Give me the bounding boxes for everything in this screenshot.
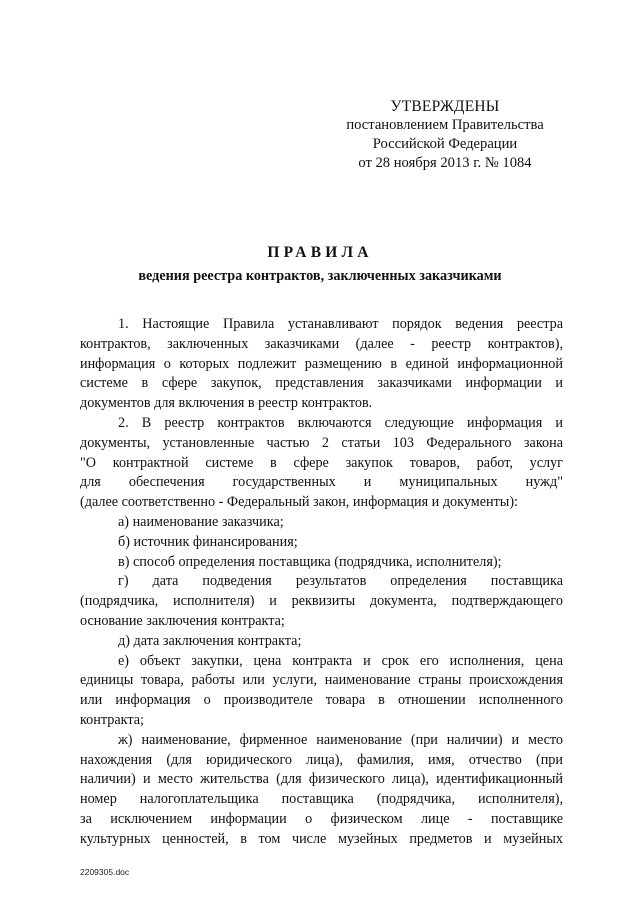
approval-block (330, 97, 560, 173)
document-title: ПРАВИЛА (267, 244, 373, 261)
document-subtitle: ведения реестра контрактов, заключенных заказчиками (138, 268, 502, 284)
body-line: "О контрактной системе в сфере закупок товаров, работ, услуг (80, 454, 563, 471)
body-line: (далее соответственно - Федеральный закон, информация и документы): (80, 494, 518, 511)
body-line: за исключением информации о физическом лице - поставщике (80, 810, 563, 827)
body-line: номер налогоплательщика поставщика (подрядчика, исполнителя), (80, 791, 563, 808)
body-line: контрактов, заключенных заказчиками (далее - реестр контрактов), (80, 335, 563, 352)
body-line: документы, установленные частью 2 статьи 103 Федерального закона (80, 434, 563, 451)
body-line: основание заключения контракта; (80, 612, 285, 629)
body-line: нахождения (для юридического лица), фамилия, имя, отчество (при (80, 751, 563, 768)
body-line: для обеспечения государственных и муниципальных нужд" (80, 474, 563, 491)
approval-line-3: от 28 ноября 2013 г. № 1084 (358, 155, 532, 171)
approval-line-1: постановлением Правительства (346, 117, 544, 133)
list-item: д) дата заключения контракта; (118, 632, 302, 649)
list-item: б) источник финансирования; (118, 533, 298, 550)
body-line: информация о которых подлежит размещению в единой информационной (80, 355, 563, 372)
body-line: (подрядчика, исполнителя) и реквизиты документа, подтверждающего (80, 593, 563, 610)
body-line: 1. Настоящие Правила устанавливают порядок ведения реестра (118, 316, 563, 332)
list-item: а) наименование заказчика; (118, 513, 284, 530)
list-item: ж) наименование, фирменное наименование (при наличии) и место (118, 731, 563, 748)
body-line: документов для включения в реестр контрактов. (80, 395, 373, 412)
approval-title: УТВЕРЖДЕНЫ (390, 98, 500, 115)
approval-line-2: Российской Федерации (372, 136, 518, 152)
body-line: культурных ценностей, в том числе музейных предметов и музейных (80, 830, 563, 847)
body-line: или информация о производителе товара в отношении исполненного (80, 692, 563, 709)
document-filename: 2209305.doc (80, 867, 130, 877)
body-line: единицы товара, работы или услуги, наименование страны происхождения (80, 672, 563, 689)
list-item: г) дата подведения результатов определения поставщика (118, 573, 563, 590)
list-item: в) способ определения поставщика (подрядчика, исполнителя); (118, 553, 502, 570)
body-line: 2. В реестр контрактов включаются следующие информация и (118, 414, 563, 431)
body-line: контракта; (80, 711, 144, 728)
list-item: е) объект закупки, цена контракта и срок его исполнения, цена (118, 652, 563, 669)
body-line: системе в сфере закупок, представления заказчиками информации и (80, 375, 563, 392)
body-line: наличии) и место жительства (для физического лица), идентификационный (80, 771, 563, 788)
document-body (80, 315, 563, 850)
